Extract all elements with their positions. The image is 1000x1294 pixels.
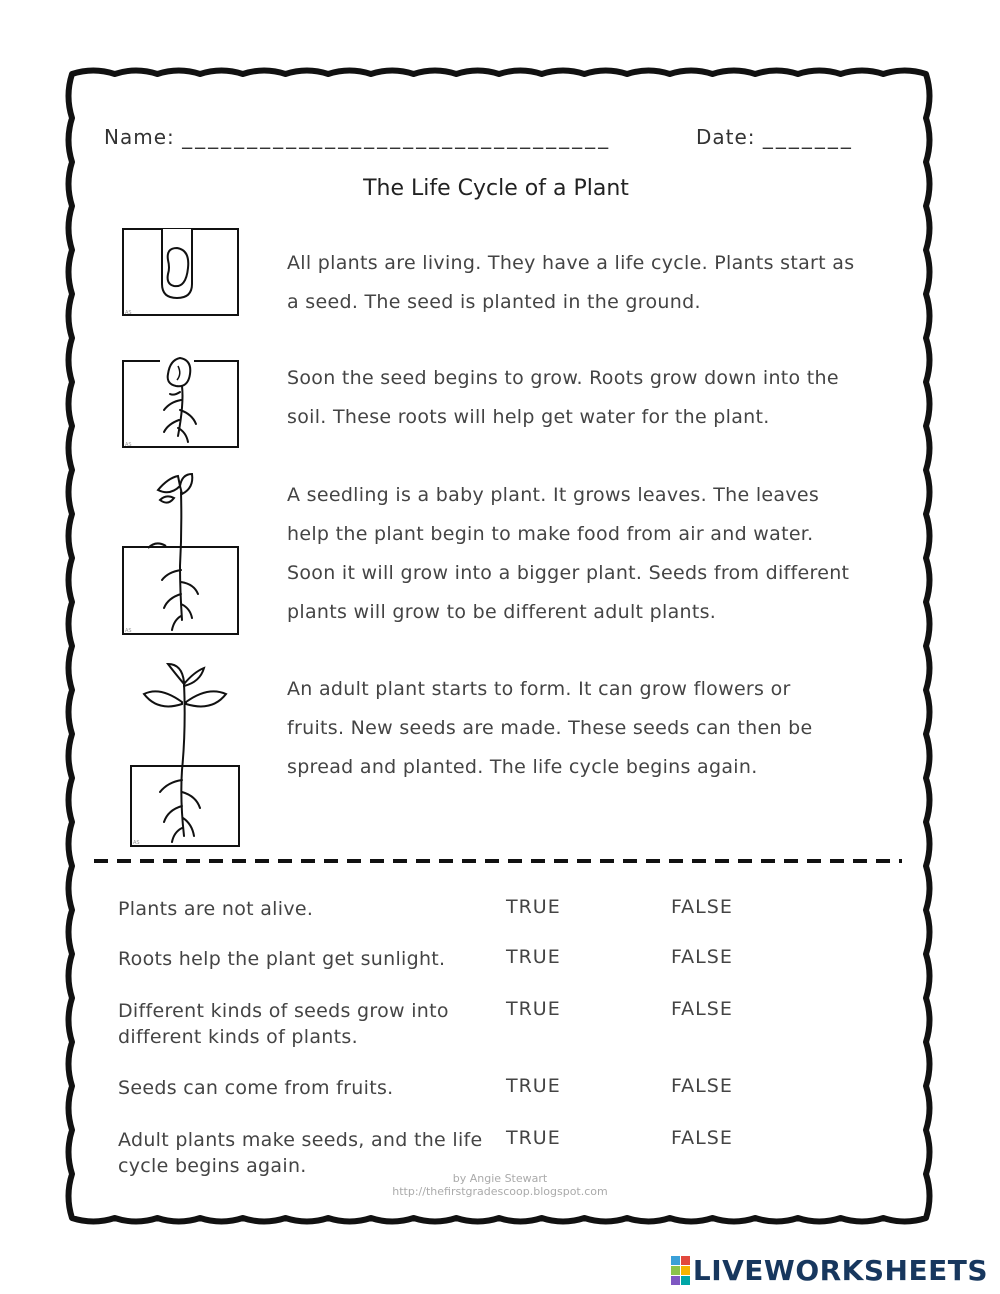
- name-label: Name:: [104, 125, 175, 149]
- svg-text:AS: AS: [125, 628, 132, 634]
- date-blank[interactable]: _______: [762, 125, 854, 149]
- question-4-true-option[interactable]: TRUE: [506, 1075, 561, 1097]
- svg-text:AS: AS: [133, 840, 140, 846]
- question-5-true-option[interactable]: TRUE: [506, 1127, 561, 1149]
- question-2-false-option[interactable]: FALSE: [671, 946, 733, 968]
- date-field[interactable]: [696, 125, 854, 149]
- question-3-true-option[interactable]: TRUE: [506, 998, 561, 1020]
- name-field[interactable]: [104, 125, 611, 149]
- svg-text:AS: AS: [125, 442, 132, 448]
- svg-text:AS: AS: [125, 310, 132, 316]
- liveworksheets-logo[interactable]: [671, 1253, 988, 1287]
- stage-text-seedling: A seedling is a baby plant. It grows leaves. The leaves help the plant begin to make food from air and water. Soon it will grow into a bigger plant. Seeds from different plants will grow to be different adult plants.: [287, 484, 850, 623]
- question-3-false-option[interactable]: FALSE: [671, 998, 733, 1020]
- stage-text-adult: An adult plant starts to form. It can grow flowers or fruits. New seeds are made. These seeds can then be spread and planted. The life cycle begins again.: [287, 678, 813, 778]
- question-5-text: Adult plants make seeds, and the life cycle begins again.: [118, 1129, 483, 1177]
- logo-mark-cell: [681, 1266, 690, 1275]
- seed-in-soil-icon: [120, 226, 242, 320]
- stage-text-seed: All plants are living. They have a life cycle. Plants start as a seed. The seed is planted in the ground.: [287, 252, 855, 313]
- date-label: Date:: [696, 125, 756, 149]
- author-credit: by Angie Stewart: [452, 1172, 548, 1185]
- question-1-false-option[interactable]: FALSE: [671, 896, 733, 918]
- adult-plant-icon: [124, 660, 246, 850]
- question-1-true-option[interactable]: TRUE: [506, 896, 561, 918]
- logo-text: LIVEWORKSHEETS: [692, 1253, 988, 1287]
- question-4-false-option[interactable]: FALSE: [671, 1075, 733, 1097]
- question-4-text: Seeds can come from fruits.: [118, 1077, 394, 1099]
- question-5-false-option[interactable]: FALSE: [671, 1127, 733, 1149]
- logo-mark-cell: [671, 1276, 680, 1285]
- logo-mark-cell: [671, 1256, 680, 1265]
- logo-mark-cell: [681, 1256, 690, 1265]
- question-3-text: Different kinds of seeds grow into different kinds of plants.: [118, 1000, 449, 1048]
- logo-mark-icon: [671, 1256, 690, 1285]
- seedling-icon: [120, 470, 242, 638]
- logo-mark-cell: [671, 1266, 680, 1275]
- author-url[interactable]: http://thefirstgradescoop.blogspot.com: [392, 1185, 608, 1198]
- worksheet-title: The Life Cycle of a Plant: [363, 176, 629, 201]
- question-1-text: Plants are not alive.: [118, 898, 314, 920]
- name-blank[interactable]: _________________________________: [182, 125, 612, 149]
- sprouting-seed-icon: [120, 352, 242, 452]
- logo-mark-cell: [681, 1276, 690, 1285]
- question-2-true-option[interactable]: TRUE: [506, 946, 561, 968]
- stage-text-roots: Soon the seed begins to grow. Roots grow down into the soil. These roots will help get water for the plant.: [287, 367, 839, 428]
- question-2-text: Roots help the plant get sunlight.: [118, 948, 446, 970]
